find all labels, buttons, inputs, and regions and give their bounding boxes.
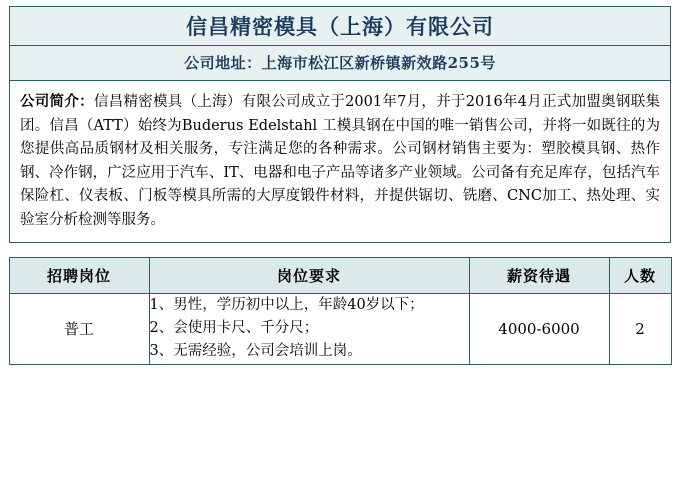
requirement-line: 3、无需经验，公司会培训上岗。 [149,343,362,360]
column-header-count: 人数 [609,258,671,294]
cell-salary: 4000-6000 [469,294,609,365]
cell-count: 2 [609,294,671,365]
header-table [9,6,671,243]
address-row [10,46,671,81]
jobs-table [9,257,672,365]
company-address: 公司地址：上海市松江区新桥镇新效路255号 [184,54,496,73]
spacer-cell [9,249,671,257]
column-header-salary: 薪资待遇 [469,258,609,294]
document-page [0,6,680,482]
company-intro-label: 公司简介： [20,93,94,111]
table-spacer [9,249,671,257]
cell-requirements [149,294,469,365]
jobs-table-header-row [9,258,671,294]
cell-position: 普工 [9,294,149,365]
company-address-cell [10,46,671,81]
title-row [10,7,671,46]
page-title: 信昌精密模具（上海）有限公司 [186,14,494,39]
requirement-line: 1、男性，学历初中以上，年龄40岁以下； [149,297,424,314]
company-intro-body: 信昌精密模具（上海）有限公司成立于2001年7月，并于2016年4月正式加盟奥钢联集团。信昌（ATT）始终为Buderus Edelstahl 工模具钢在中国的唯一销售公司，并将一如既往的为您提供高品质钢材及相关服务，专注满足您的各种需求。公司钢材销售主要为：塑胶模具钢、热作钢、冷作钢，广泛应用于汽车、IT、电器和电子产品等诸多产业领域。公司备有充足库存，包括汽车保险杠、仪表板、门板等模具所需的大厚度锻件材料，并提供锯切、铣磨、CNC加工、热处理、实验室分析检测等服务。 [20,94,660,228]
company-intro-text [20,90,660,232]
requirement-line: 2、会使用卡尺、千分尺； [149,320,319,337]
column-header-requirements: 岗位要求 [149,258,469,294]
column-header-position: 招聘岗位 [9,258,149,294]
table-row [9,294,671,365]
company-title-cell [10,7,671,46]
company-intro-cell [10,81,671,243]
spacer-row [9,249,671,257]
intro-row [10,81,671,243]
